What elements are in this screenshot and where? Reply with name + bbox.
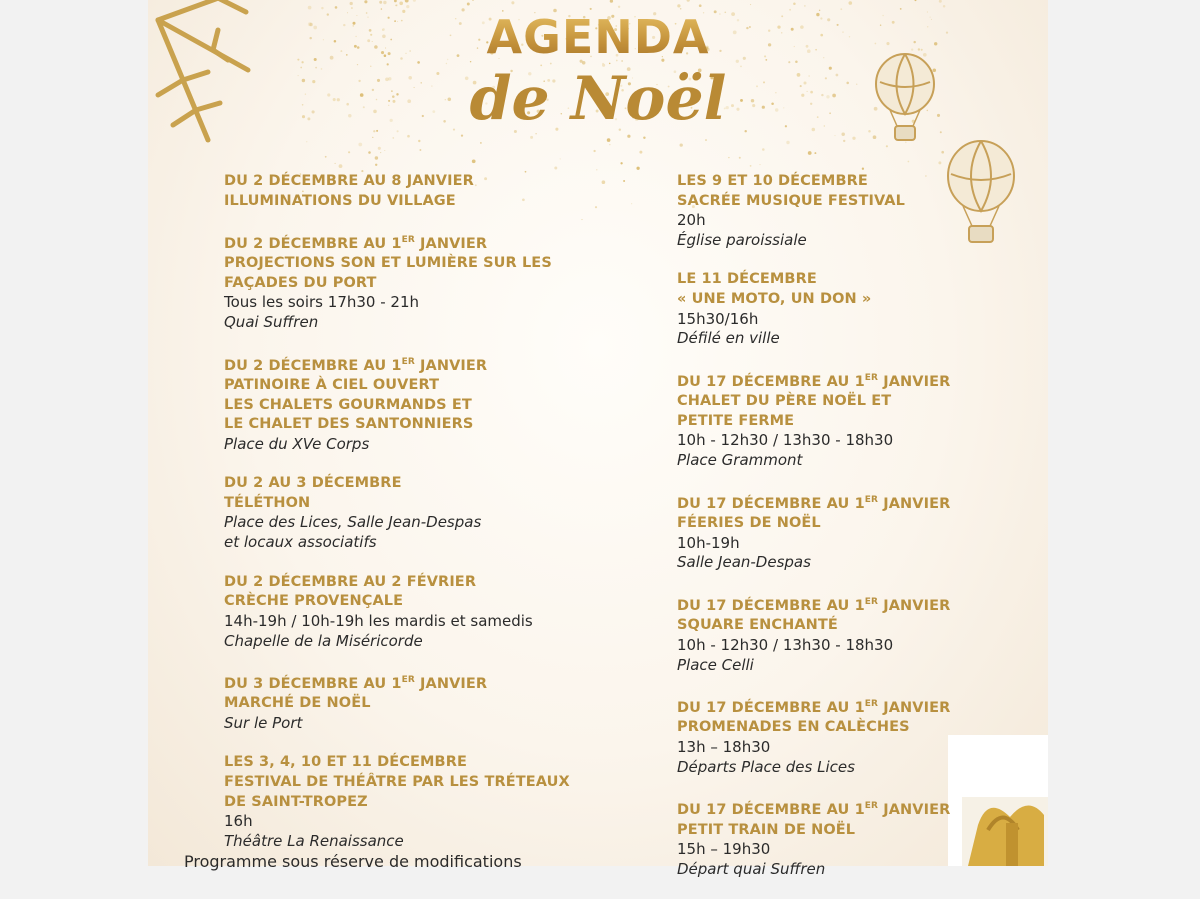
sparkle xyxy=(620,162,622,164)
sparkle xyxy=(609,144,610,145)
sparkle xyxy=(308,6,312,10)
event-title: « UNE MOTO, UN DON » xyxy=(677,290,872,307)
event-item xyxy=(224,231,584,333)
sparkle xyxy=(687,0,690,2)
event-item xyxy=(224,474,584,553)
sparkle xyxy=(380,152,381,153)
event-time: 20h xyxy=(677,211,706,230)
sparkle xyxy=(786,141,789,144)
sparkle xyxy=(943,5,946,8)
event-place: Salle Jean-Despas xyxy=(677,553,811,572)
event-place: Quai Suffren xyxy=(224,313,319,332)
sparkle xyxy=(378,147,381,150)
event-item xyxy=(677,491,977,574)
event-place: Chapelle de la Miséricorde xyxy=(224,631,423,650)
sparkle xyxy=(399,1,403,5)
sparkle xyxy=(379,1,382,4)
agenda-poster xyxy=(148,0,1048,878)
sparkle xyxy=(759,164,760,165)
sparkle xyxy=(631,203,632,204)
sparkle xyxy=(406,5,409,8)
event-title: MARCHÉ DE NOËL xyxy=(224,695,371,712)
event-title: PROJECTIONS SON ET LUMIÈRE SUR LES FAÇADES DU PORT xyxy=(224,255,552,291)
event-time: 14h-19h / 10h-19h les mardis et samedis xyxy=(224,611,533,630)
event-date: DU 17 DÉCEMBRE AU 1ER JANVIER xyxy=(677,372,951,390)
sparkle xyxy=(834,135,835,136)
event-title: PETIT TRAIN DE NOËL xyxy=(677,821,856,838)
event-date: LE 11 DÉCEMBRE xyxy=(677,271,817,288)
sparkle xyxy=(602,180,606,184)
sparkle xyxy=(467,3,470,6)
event-item xyxy=(224,172,584,211)
sparkle xyxy=(351,7,353,9)
event-place: Place des Lices, Salle Jean-Despas et locaux associatifs xyxy=(224,513,482,552)
event-time: 10h - 12h30 / 13h30 - 18h30 xyxy=(677,635,894,654)
events-column-left xyxy=(224,172,584,871)
sparkle xyxy=(593,150,595,152)
event-place: Église paroissiale xyxy=(677,230,807,249)
sparkle xyxy=(808,151,812,155)
sparkle xyxy=(530,136,533,139)
event-title: SACRÉE MUSIQUE FESTIVAL xyxy=(677,192,905,209)
sparkle xyxy=(306,141,307,142)
sparkle xyxy=(321,7,323,9)
event-date: DU 3 DÉCEMBRE AU 1ER JANVIER xyxy=(224,674,488,692)
event-place: Défilé en ville xyxy=(677,329,780,348)
sparkle xyxy=(843,140,845,142)
event-item xyxy=(677,695,977,778)
sparkle xyxy=(560,158,561,159)
event-title: TÉLÉTHON xyxy=(224,494,311,511)
sparkle xyxy=(595,206,597,208)
sparkle xyxy=(461,135,463,137)
event-date: DU 17 DÉCEMBRE AU 1ER JANVIER xyxy=(677,494,951,512)
sparkle xyxy=(348,151,350,153)
event-item xyxy=(677,593,977,676)
sparkle xyxy=(636,167,639,170)
event-title: FÉERIES DE NOËL xyxy=(677,514,821,531)
event-item xyxy=(677,369,977,471)
sparkle xyxy=(627,135,630,138)
event-title: PATINOIRE À CIEL OUVERT LES CHALETS GOURMANDS ET LE CHALET DES SANTONNIERS xyxy=(224,377,474,433)
sparkle xyxy=(607,138,611,142)
sparkle xyxy=(596,169,597,170)
event-title: ILLUMINATIONS DU VILLAGE xyxy=(224,192,456,209)
sparkle xyxy=(915,0,917,1)
sparkle xyxy=(804,5,806,7)
event-item xyxy=(224,671,584,734)
event-item xyxy=(224,353,584,455)
sparkle xyxy=(325,156,327,158)
sparkle xyxy=(739,157,741,159)
event-item xyxy=(677,270,977,349)
event-title: CRÈCHE PROVENÇALE xyxy=(224,593,404,610)
sparkle xyxy=(395,5,396,6)
sparkle xyxy=(643,137,645,139)
event-place: Théâtre La Renaissance xyxy=(224,831,404,850)
event-date: DU 2 DÉCEMBRE AU 8 JANVIER xyxy=(224,173,474,189)
sparkle xyxy=(383,1,386,4)
event-date: DU 2 AU 3 DÉCEMBRE xyxy=(224,475,402,492)
event-title: FESTIVAL DE THÉÂTRE PAR LES TRÉTEAUX DE SAINT-TROPEZ xyxy=(224,773,570,810)
disclaimer-text: Programme sous réserve de modifications xyxy=(184,852,522,871)
event-item xyxy=(224,753,584,851)
sparkle xyxy=(375,156,378,159)
sparkle xyxy=(480,142,482,144)
sparkle xyxy=(368,151,371,154)
events-column-right xyxy=(677,172,977,899)
sparkle xyxy=(358,143,362,147)
event-place: Place Celli xyxy=(677,655,754,674)
event-date: DU 2 DÉCEMBRE AU 2 FÉVRIER xyxy=(224,573,477,590)
event-place: Place Grammont xyxy=(677,451,803,470)
sparkle xyxy=(848,1,852,5)
event-date: DU 17 DÉCEMBRE AU 1ER JANVIER xyxy=(677,801,951,818)
sparkle xyxy=(335,163,336,164)
event-place: Place du XVe Corps xyxy=(224,434,370,453)
sparkle xyxy=(618,6,620,8)
sparkle xyxy=(728,157,729,158)
event-time: 15h30/16h xyxy=(677,309,759,328)
event-title: CHALET DU PÈRE NOËL ET PETITE FERME xyxy=(677,393,892,429)
sparkle xyxy=(908,161,910,163)
sparkle xyxy=(677,4,680,7)
sparkle xyxy=(405,0,409,2)
sparkle xyxy=(750,4,751,5)
event-time: 15h – 19h30 xyxy=(677,840,771,859)
sparkle xyxy=(372,137,373,138)
sparkle xyxy=(639,151,642,154)
event-place: Départs Place des Lices xyxy=(677,757,855,776)
event-time: 16h xyxy=(224,812,253,831)
event-time: 13h – 18h30 xyxy=(677,737,771,756)
event-title: SQUARE ENCHANTÉ xyxy=(677,617,838,634)
sparkle xyxy=(418,140,420,142)
sparkle xyxy=(762,148,765,151)
sparkle xyxy=(413,0,416,2)
sparkle xyxy=(339,164,343,168)
event-date: LES 3, 4, 10 ET 11 DÉCEMBRE xyxy=(224,754,467,771)
sparkle xyxy=(862,168,864,170)
sparkle xyxy=(852,137,855,140)
sparkle xyxy=(610,0,613,3)
event-item xyxy=(677,797,977,880)
sparkle xyxy=(705,139,707,141)
event-date: DU 17 DÉCEMBRE AU 1ER JANVIER xyxy=(677,698,951,716)
sparkle xyxy=(554,167,557,170)
sparkle xyxy=(407,135,410,138)
sparkle xyxy=(680,143,683,146)
page-subtitle: de Noël xyxy=(469,64,727,134)
event-time: 10h-19h xyxy=(677,533,740,552)
sparkle xyxy=(793,3,796,6)
sparkle xyxy=(392,137,394,139)
event-time: Tous les soirs 17h30 - 21h xyxy=(224,293,419,312)
event-place: Sur le Port xyxy=(224,713,303,732)
event-time: 10h - 12h30 / 13h30 - 18h30 xyxy=(677,431,894,450)
sparkle xyxy=(750,165,752,167)
sparkle xyxy=(472,0,474,1)
page-title: AGENDA xyxy=(148,10,1048,64)
sparkle xyxy=(511,1,514,4)
event-date: DU 2 DÉCEMBRE AU 1ER JANVIER xyxy=(224,234,488,252)
sparkle xyxy=(350,2,353,5)
event-date: DU 17 DÉCEMBRE AU 1ER JANVIER xyxy=(677,596,951,614)
sparkle xyxy=(335,6,338,9)
sparkle xyxy=(375,164,377,166)
sparkle xyxy=(384,150,385,151)
sparkle xyxy=(939,0,942,3)
sparkle xyxy=(814,152,816,154)
sparkle xyxy=(886,145,888,147)
event-date: LES 9 ET 10 DÉCEMBRE xyxy=(677,173,868,189)
sparkle xyxy=(623,180,625,182)
sparkle xyxy=(394,0,397,2)
event-item xyxy=(224,573,584,652)
event-date: DU 2 DÉCEMBRE AU 1ER JANVIER xyxy=(224,356,488,374)
sparkle xyxy=(472,159,476,163)
sparkle xyxy=(364,0,367,3)
sparkle xyxy=(419,149,421,151)
event-place: Départ quai Suffren xyxy=(677,859,826,878)
event-title: PROMENADES EN CALÈCHES xyxy=(677,719,910,736)
sparkle xyxy=(699,4,702,7)
event-item xyxy=(677,172,977,251)
